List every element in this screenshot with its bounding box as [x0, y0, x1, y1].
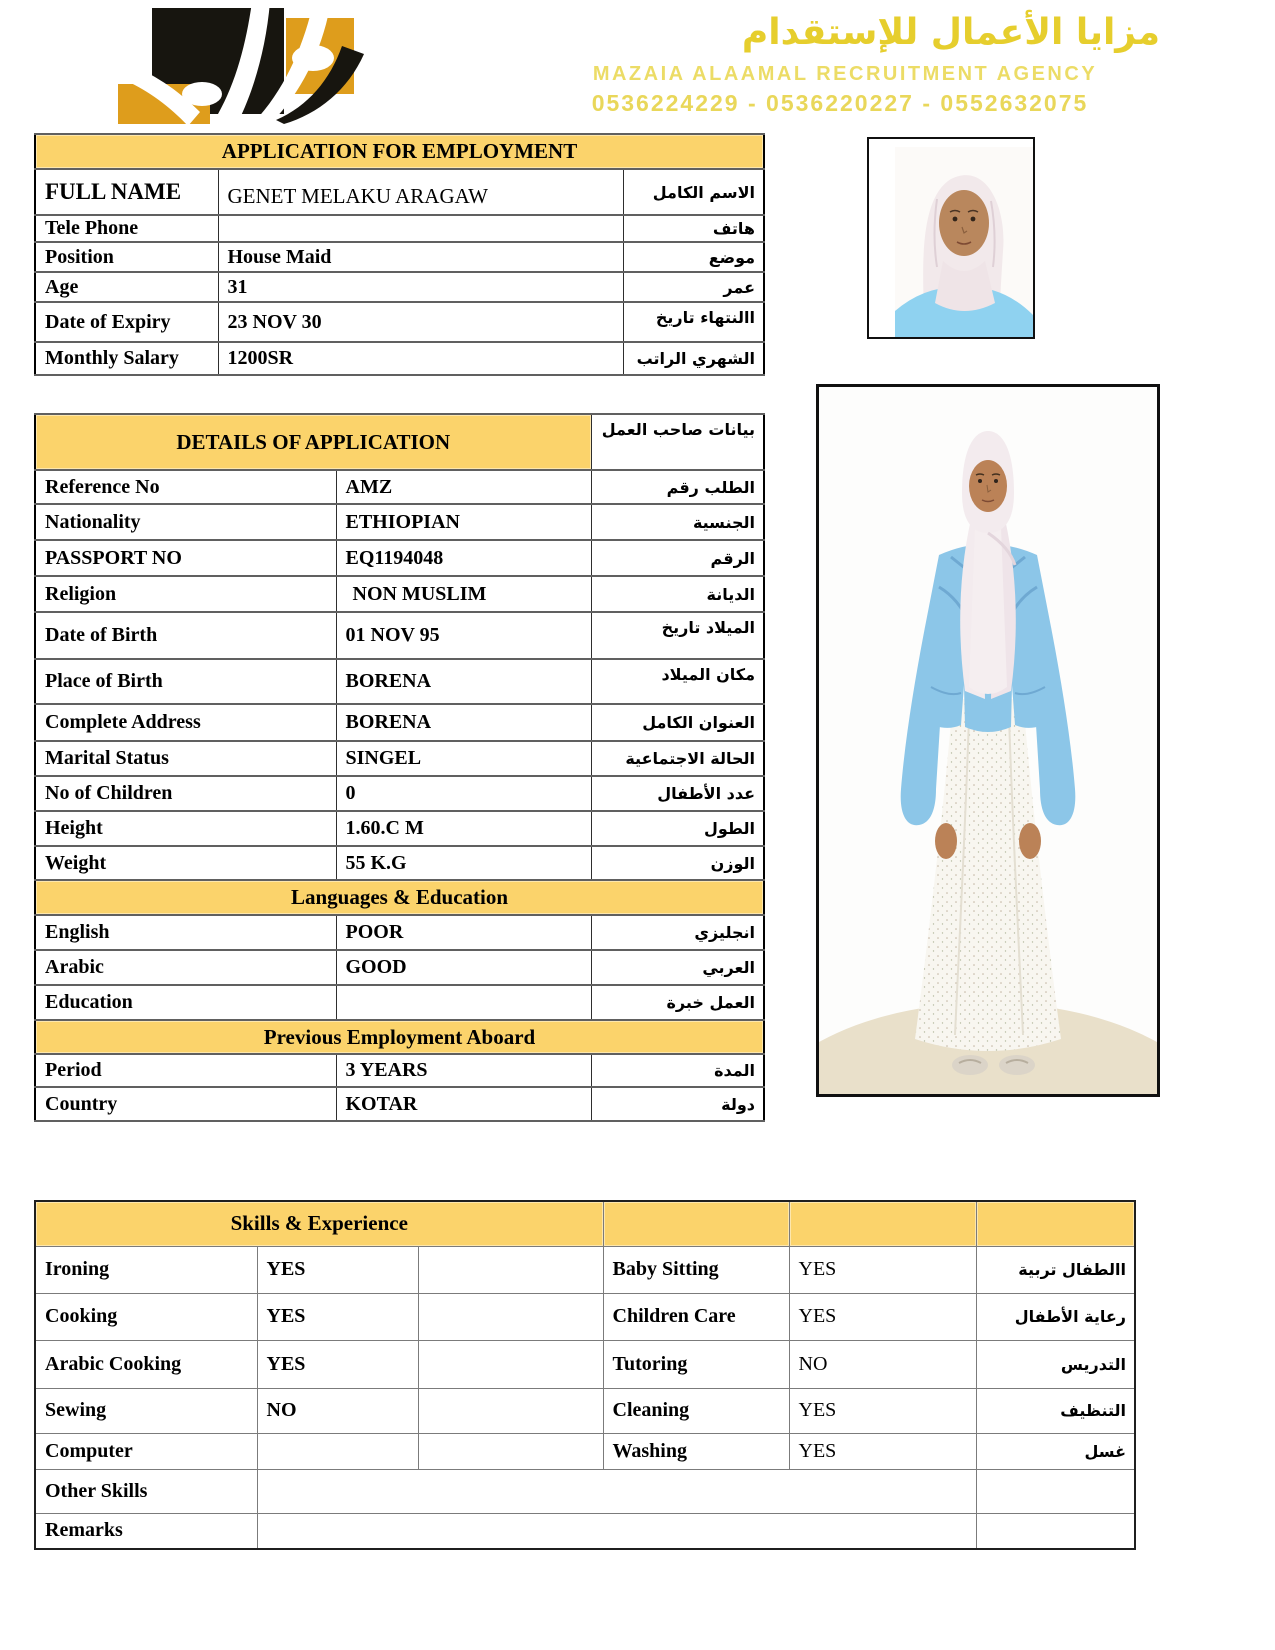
field-label-arabic: االنتهاء تاريخ — [623, 302, 764, 342]
field-value: NON MUSLIM — [336, 576, 591, 612]
field-label-arabic: عمر — [623, 272, 764, 302]
field-label-arabic: العمل خبرة — [591, 985, 764, 1020]
skill-value: YES — [789, 1433, 976, 1469]
field-label-arabic: انجليزي — [591, 915, 764, 950]
table-row — [35, 576, 764, 612]
skill-value: YES — [257, 1340, 418, 1388]
header-blank-cell — [603, 1201, 789, 1246]
table-row — [35, 1293, 1135, 1340]
skill-label: Sewing — [35, 1388, 257, 1433]
skill-label: Baby Sitting — [603, 1246, 789, 1293]
application-for-employment-table — [34, 133, 765, 376]
table-row — [35, 540, 764, 576]
table-row — [35, 1469, 1135, 1513]
agency-phone-numbers: 0536224229 - 0536220227 - 0552632075 — [591, 90, 1089, 116]
table-row — [35, 342, 764, 375]
table-row — [35, 1433, 1135, 1469]
table-title-row — [35, 414, 764, 470]
table-row — [35, 169, 764, 215]
skill-label: Other Skills — [35, 1469, 257, 1513]
applicant-full-body-photo — [816, 384, 1160, 1097]
field-label: English — [35, 915, 336, 950]
field-value: POOR — [336, 915, 591, 950]
blank-cell — [418, 1433, 603, 1469]
table-title: APPLICATION FOR EMPLOYMENT — [35, 134, 764, 169]
field-value: 3 YEARS — [336, 1054, 591, 1087]
skill-label-arabic: غسل — [976, 1433, 1135, 1469]
blank-cell — [418, 1293, 603, 1340]
details-of-application-table — [34, 413, 765, 1122]
table-title-row — [35, 1201, 1135, 1246]
table-row — [35, 1246, 1135, 1293]
field-label: Position — [35, 242, 218, 272]
skill-label-arabic: التدريس — [976, 1340, 1135, 1388]
table-row — [35, 1513, 1135, 1549]
skill-value: YES — [257, 1246, 418, 1293]
table-row — [35, 846, 764, 880]
field-value: KOTAR — [336, 1087, 591, 1121]
table-row — [35, 470, 764, 504]
field-label: Complete Address — [35, 704, 336, 741]
skill-label: Ironing — [35, 1246, 257, 1293]
field-value: 1.60.C M — [336, 811, 591, 846]
skill-value: NO — [257, 1388, 418, 1433]
skill-label: Cleaning — [603, 1388, 789, 1433]
skills-and-experience-table — [34, 1200, 1136, 1550]
field-value: 55 K.G — [336, 846, 591, 880]
previous-employment-section-title: Previous Employment Aboard — [35, 1020, 764, 1054]
skill-value: YES — [789, 1246, 976, 1293]
field-value: 01 NOV 95 — [336, 612, 591, 659]
table-row — [35, 985, 764, 1020]
field-value: 31 — [218, 272, 623, 302]
skill-value — [257, 1513, 976, 1549]
agency-logo-icon — [116, 2, 366, 130]
field-label-arabic: الرقم — [591, 540, 764, 576]
field-label-arabic: الوزن — [591, 846, 764, 880]
field-label: No of Children — [35, 776, 336, 811]
skill-value — [257, 1433, 418, 1469]
section-title-row — [35, 1020, 764, 1054]
field-label-arabic: العنوان الكامل — [591, 704, 764, 741]
field-label: PASSPORT NO — [35, 540, 336, 576]
blank-cell — [418, 1388, 603, 1433]
section-title-row — [35, 880, 764, 915]
table-row — [35, 1054, 764, 1087]
field-label: Weight — [35, 846, 336, 880]
field-value: GENET MELAKU ARAGAW — [218, 169, 623, 215]
skill-label-arabic — [976, 1513, 1135, 1549]
field-label-arabic: الديانة — [591, 576, 764, 612]
table-row — [35, 1340, 1135, 1388]
field-label-arabic: الطلب رقم — [591, 470, 764, 504]
field-label-arabic: هاتف — [623, 215, 764, 242]
field-label: Nationality — [35, 504, 336, 540]
field-label-arabic: موضع — [623, 242, 764, 272]
field-label: Reference No — [35, 470, 336, 504]
field-value: BORENA — [336, 704, 591, 741]
table-row — [35, 302, 764, 342]
skill-label: Cooking — [35, 1293, 257, 1340]
field-value: 23 NOV 30 — [218, 302, 623, 342]
skill-label-arabic — [976, 1469, 1135, 1513]
skill-label: Remarks — [35, 1513, 257, 1549]
table-title: DETAILS OF APPLICATION — [35, 414, 591, 470]
field-label: FULL NAME — [35, 169, 218, 215]
skill-label-arabic: االطفال تربية — [976, 1246, 1135, 1293]
skill-label: Tutoring — [603, 1340, 789, 1388]
field-label: Religion — [35, 576, 336, 612]
field-label-arabic: الجنسية — [591, 504, 764, 540]
field-label-arabic: المدة — [591, 1054, 764, 1087]
field-label: Height — [35, 811, 336, 846]
field-label-arabic: مكان الميلاد — [591, 659, 764, 704]
field-label: Place of Birth — [35, 659, 336, 704]
field-label: Country — [35, 1087, 336, 1121]
field-label: Marital Status — [35, 741, 336, 776]
field-label: Arabic — [35, 950, 336, 985]
field-value — [336, 985, 591, 1020]
skill-value: YES — [257, 1293, 418, 1340]
skill-label: Computer — [35, 1433, 257, 1469]
table-row — [35, 659, 764, 704]
field-value — [218, 215, 623, 242]
table-row — [35, 950, 764, 985]
skill-label: Children Care — [603, 1293, 789, 1340]
table-row — [35, 504, 764, 540]
field-label-arabic: الشهري الراتب — [623, 342, 764, 375]
table-title-arabic: بيانات صاحب العمل — [591, 414, 764, 470]
field-label: Monthly Salary — [35, 342, 218, 375]
field-value: ETHIOPIAN — [336, 504, 591, 540]
table-row — [35, 612, 764, 659]
field-label: Tele Phone — [35, 215, 218, 242]
skill-value — [257, 1469, 976, 1513]
field-value: BORENA — [336, 659, 591, 704]
table-row — [35, 272, 764, 302]
skill-label: Washing — [603, 1433, 789, 1469]
header-blank-cell — [789, 1201, 976, 1246]
skill-label: Arabic Cooking — [35, 1340, 257, 1388]
table-row — [35, 242, 764, 272]
table-row — [35, 704, 764, 741]
field-label-arabic: الحالة الاجتماعية — [591, 741, 764, 776]
header-blank-cell — [976, 1201, 1135, 1246]
field-label: Education — [35, 985, 336, 1020]
field-label: Age — [35, 272, 218, 302]
skill-value: NO — [789, 1340, 976, 1388]
field-value: AMZ — [336, 470, 591, 504]
field-value: 0 — [336, 776, 591, 811]
agency-name: MAZAIA ALAAMAL RECRUITMENT AGENCY — [592, 63, 1098, 85]
field-label: Date of Expiry — [35, 302, 218, 342]
skill-value: YES — [789, 1293, 976, 1340]
field-value: SINGEL — [336, 741, 591, 776]
field-label: Period — [35, 1054, 336, 1087]
applicant-portrait-photo — [867, 137, 1035, 339]
skill-value: YES — [789, 1388, 976, 1433]
field-label-arabic: العربي — [591, 950, 764, 985]
field-value: GOOD — [336, 950, 591, 985]
languages-section-title: Languages & Education — [35, 880, 764, 915]
field-value: 1200SR — [218, 342, 623, 375]
table-row — [35, 741, 764, 776]
blank-cell — [418, 1340, 603, 1388]
field-label-arabic: الميلاد تاريخ — [591, 612, 764, 659]
table-row — [35, 1087, 764, 1121]
blank-cell — [418, 1246, 603, 1293]
skill-label-arabic: التنظيف — [976, 1388, 1135, 1433]
field-label-arabic: عدد الأطفال — [591, 776, 764, 811]
field-label-arabic: دولة — [591, 1087, 764, 1121]
table-title-row — [35, 134, 764, 169]
table-row — [35, 776, 764, 811]
table-row — [35, 915, 764, 950]
field-label-arabic: الاسم الكامل — [623, 169, 764, 215]
table-row — [35, 1388, 1135, 1433]
skill-label-arabic: رعاية الأطفال — [976, 1293, 1135, 1340]
agency-arabic-title: مزايا الأعمال للإستقدام — [741, 12, 1160, 53]
table-row — [35, 811, 764, 846]
field-label-arabic: الطول — [591, 811, 764, 846]
field-value: EQ1194048 — [336, 540, 591, 576]
field-label: Date of Birth — [35, 612, 336, 659]
table-title: Skills & Experience — [35, 1201, 603, 1246]
table-row — [35, 215, 764, 242]
field-value: House Maid — [218, 242, 623, 272]
